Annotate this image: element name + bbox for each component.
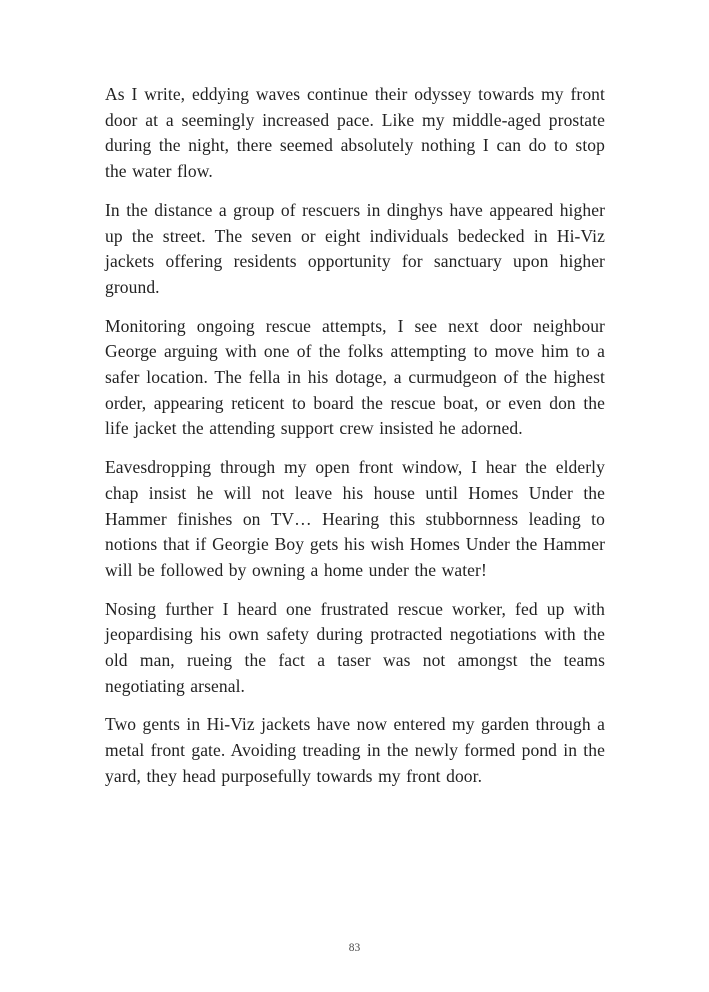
page-number: 83 — [348, 942, 361, 954]
paragraph: As I write, eddying waves continue their odyssey towards my front door at a seemingly increased pace. Like my middle-aged prostate during the night, there seemed absolutely nothing I can do to stop the water flow. — [105, 84, 605, 182]
page-content — [105, 82, 605, 790]
paragraph: Two gents in Hi-Viz jackets have now entered my garden through a metal front gate. Avoiding treading in the newly formed pond in the yard, they head purposefully towards my front door. — [105, 714, 605, 786]
paragraph: Eavesdropping through my open front window, I hear the elderly chap insist he will not leave his house until Homes Under the Hammer finishes on TV… Hearing this stubbornness leading to notions that if Georgie Boy gets his wish Homes Under the Hammer will be followed by owning a home under the water! — [105, 457, 605, 580]
paragraph: Monitoring ongoing rescue attempts, I see next door neighbour George arguing with one of the folks attempting to move him to a safer location. The fella in his dotage, a curmudgeon of the highest order, appearing reticent to board the rescue boat, or even don the life jacket the attending support crew insisted he adorned. — [105, 315, 605, 439]
paragraph: Nosing further I heard one frustrated rescue worker, fed up with jeopardising his own safety during protracted negotiations with the old man, rueing the fact a taser was not amongst the teams negotiating arsenal. — [105, 598, 605, 696]
paragraph: In the distance a group of rescuers in dinghys have appeared higher up the street. The seven or eight individuals bedecked in Hi-Viz jackets offering residents opportunity for sanctuary upon higher ground. — [105, 199, 605, 297]
